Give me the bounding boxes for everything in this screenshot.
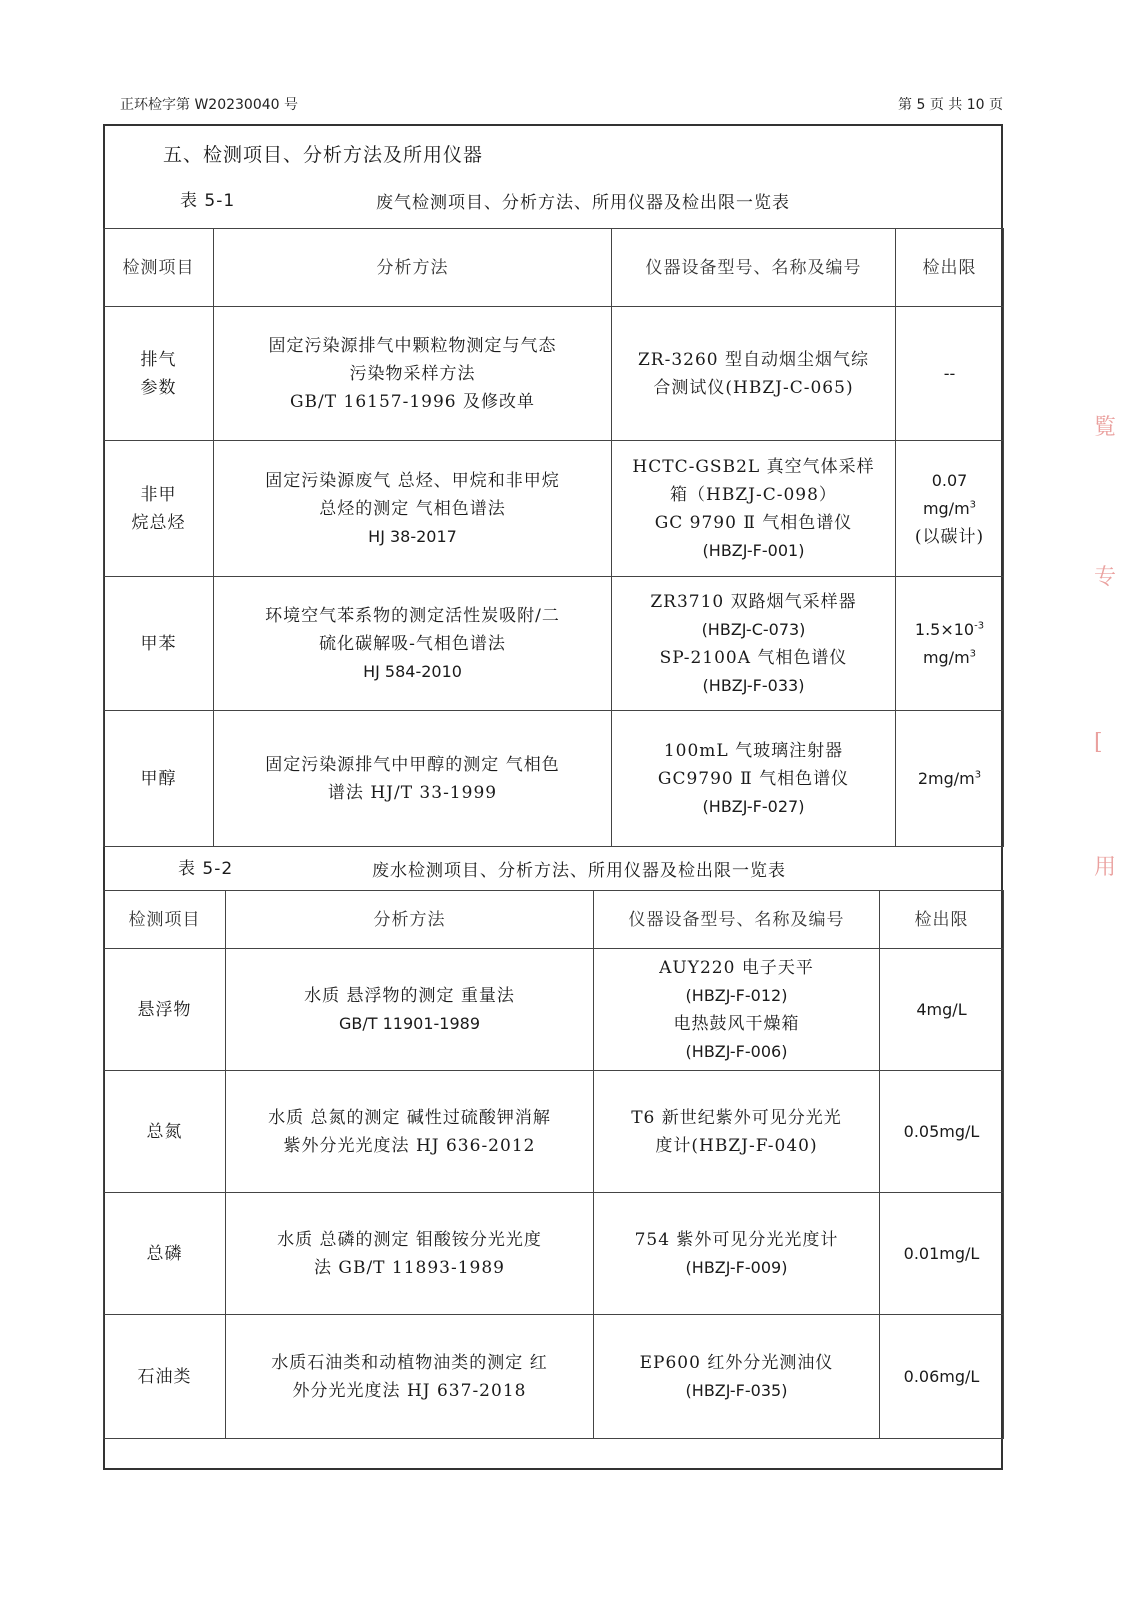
limit-cell-line: $2mg/m^3$ [917, 768, 982, 788]
wastewater-table-body [104, 891, 1004, 1439]
method-cell-line: 法 GB/T 11893-1989 [313, 1257, 506, 1278]
instrument-cell [612, 307, 896, 441]
instrument-cell-line: 度计(HBZJ-F-040) [655, 1135, 818, 1156]
table-row [104, 1315, 1004, 1439]
item-cell [104, 1193, 226, 1315]
instrument-cell [612, 577, 896, 711]
table-row [104, 1193, 1004, 1315]
item-cell-line: 甲苯 [140, 633, 177, 654]
limit-cell-line: (以碳计) [914, 526, 985, 547]
instrument-cell-line: HCTC-GSB2L 真空气体采样 [632, 456, 875, 477]
method-cell-line: 硫化碳解吸-气相色谱法 [319, 633, 506, 654]
method-cell-line: 水质石油类和动植物油类的测定 红 [271, 1352, 548, 1373]
method-cell-line: 水质 悬浮物的测定 重量法 [304, 985, 515, 1006]
instrument-cell-line: 合测试仪(HBZJ-C-065) [653, 377, 854, 398]
method-cell [214, 577, 612, 711]
page-indicator: 第 5 页 共 10 页 [898, 97, 1003, 113]
method-cell-line: 紫外分光光度法 HJ 636-2012 [283, 1135, 536, 1156]
instrument-cell-line: 100mL 气玻璃注射器 [663, 740, 844, 761]
item-cell [104, 1071, 226, 1193]
section-title: 五、检测项目、分析方法及所用仪器 [163, 144, 484, 166]
method-cell [214, 711, 612, 847]
limit-cell [896, 577, 1004, 711]
instrument-cell [594, 949, 880, 1071]
seal-stamp-fragment: [ [1094, 730, 1103, 755]
exhaust-gas-table-body [104, 229, 1004, 847]
item-cell [104, 307, 214, 441]
limit-cell-line: 0.07 [931, 470, 968, 490]
table-header-row [104, 891, 1004, 949]
column-header: 仪器设备型号、名称及编号 [594, 891, 880, 949]
method-cell [226, 949, 594, 1071]
method-cell-line: 总烃的测定 气相色谱法 [319, 498, 506, 519]
table-row [104, 949, 1004, 1071]
table-header-row [104, 229, 1004, 307]
method-cell-line: HJ 38-2017 [368, 526, 457, 546]
limit-cell [896, 441, 1004, 577]
limit-cell [880, 1071, 1004, 1193]
method-cell [226, 1315, 594, 1439]
instrument-cell-line: 箱（HBZJ-C-098） [670, 484, 837, 505]
limit-cell-line: 0.05mg/L [903, 1121, 980, 1141]
method-cell-line: 谱法 HJ/T 33-1999 [327, 782, 498, 803]
table-row [104, 1071, 1004, 1193]
item-cell-line: 甲醇 [140, 768, 177, 789]
method-cell-line: 固定污染源排气中甲醇的测定 气相色 [265, 754, 560, 775]
table-row [104, 577, 1004, 711]
instrument-cell-line: 754 紫外可见分光光度计 [634, 1229, 839, 1250]
column-header: 检出限 [896, 229, 1004, 307]
method-cell [214, 441, 612, 577]
table1-title: 废气检测项目、分析方法、所用仪器及检出限一览表 [376, 193, 790, 213]
table-row [104, 441, 1004, 577]
method-cell-line: 固定污染源废气 总烃、甲烷和非甲烷 [265, 470, 560, 491]
limit-cell [880, 949, 1004, 1071]
table2-title: 废水检测项目、分析方法、所用仪器及检出限一览表 [372, 861, 786, 881]
instrument-cell-line: (HBZJ-F-012) [685, 985, 788, 1005]
table2-number: 表 5-2 [178, 859, 234, 879]
instrument-cell-line: (HBZJ-F-033) [702, 675, 805, 695]
limit-cell-line: $1.5\times 10^{-3}$ [914, 619, 985, 639]
instrument-cell-line: EP600 红外分光测油仪 [639, 1352, 834, 1373]
method-cell [226, 1193, 594, 1315]
instrument-cell-line: T6 新世纪紫外可见分光光 [631, 1107, 842, 1128]
method-cell-line: GB/T 11901-1989 [338, 1013, 480, 1033]
limit-cell-line: $mg/m^3$ [922, 647, 977, 667]
instrument-cell [594, 1315, 880, 1439]
table1-number: 表 5-1 [180, 191, 236, 211]
instrument-cell-line: 电热鼓风干燥箱 [673, 1013, 800, 1034]
item-cell-line: 烷总烃 [131, 512, 186, 533]
instrument-cell-line: (HBZJ-F-009) [685, 1257, 788, 1277]
instrument-cell-line: AUY220 电子天平 [659, 957, 814, 978]
exhaust-gas-table [103, 228, 1004, 847]
table-row [104, 711, 1004, 847]
limit-cell [880, 1193, 1004, 1315]
item-cell [104, 949, 226, 1071]
instrument-cell-line: ZR3710 双路烟气采样器 [650, 591, 857, 612]
instrument-cell-line: (HBZJ-C-073) [701, 619, 806, 639]
instrument-cell-line: GC9790 Ⅱ 气相色谱仪 [657, 768, 850, 789]
instrument-cell-line: (HBZJ-F-006) [685, 1041, 788, 1061]
limit-cell [896, 711, 1004, 847]
item-cell [104, 711, 214, 847]
item-cell [104, 577, 214, 711]
report-number: 正环检字第 W20230040 号 [120, 97, 299, 113]
column-header: 检测项目 [104, 229, 214, 307]
method-cell-line: 环境空气苯系物的测定活性炭吸附/二 [265, 605, 560, 626]
column-header: 检测项目 [104, 891, 226, 949]
instrument-cell [612, 711, 896, 847]
limit-cell-line: -- [943, 363, 956, 383]
method-cell-line: 外分光光度法 HJ 637-2018 [292, 1380, 527, 1401]
method-cell-line: 固定污染源排气中颗粒物测定与气态 [268, 335, 557, 356]
seal-stamp-fragment: 用 [1094, 855, 1117, 880]
limit-cell-line: 0.06mg/L [903, 1366, 980, 1386]
limit-cell-line: $mg/m^3$ [922, 498, 977, 518]
instrument-cell [612, 441, 896, 577]
seal-stamp-fragment: 专 [1094, 565, 1117, 590]
column-header: 分析方法 [214, 229, 612, 307]
method-cell-line: 污染物采样方法 [349, 363, 476, 384]
item-cell [104, 1315, 226, 1439]
item-cell-line: 参数 [140, 377, 177, 398]
method-cell [226, 1071, 594, 1193]
method-cell-line: 水质 总磷的测定 钼酸铵分光光度 [277, 1229, 542, 1250]
limit-cell [880, 1315, 1004, 1439]
table-row [104, 307, 1004, 441]
instrument-cell-line: SP-2100A 气相色谱仪 [659, 647, 848, 668]
instrument-cell-line: (HBZJ-F-035) [685, 1380, 788, 1400]
seal-stamp-fragment: 覧 [1094, 415, 1117, 440]
item-cell-line: 总磷 [146, 1243, 183, 1264]
limit-cell-line: 4mg/L [916, 999, 967, 1019]
limit-cell-line: 0.01mg/L [903, 1243, 980, 1263]
instrument-cell-line: ZR-3260 型自动烟尘烟气综 [637, 349, 870, 370]
item-cell [104, 441, 214, 577]
method-cell-line: GB/T 16157-1996 及修改单 [289, 391, 536, 412]
limit-cell [896, 307, 1004, 441]
item-cell-line: 悬浮物 [137, 999, 192, 1020]
wastewater-table [103, 890, 1004, 1439]
item-cell-line: 非甲 [140, 484, 177, 505]
instrument-cell-line: (HBZJ-F-027) [702, 796, 805, 816]
instrument-cell-line: GC 9790 Ⅱ 气相色谱仪 [654, 512, 853, 533]
method-cell-line: HJ 584-2010 [363, 661, 462, 681]
instrument-cell [594, 1193, 880, 1315]
item-cell-line: 总氮 [146, 1121, 183, 1142]
instrument-cell-line: (HBZJ-F-001) [702, 540, 805, 560]
item-cell-line: 石油类 [137, 1366, 192, 1387]
item-cell-line: 排气 [140, 349, 177, 370]
column-header: 分析方法 [226, 891, 594, 949]
column-header: 仪器设备型号、名称及编号 [612, 229, 896, 307]
column-header: 检出限 [880, 891, 1004, 949]
method-cell [214, 307, 612, 441]
method-cell-line: 水质 总氮的测定 碱性过硫酸钾消解 [268, 1107, 551, 1128]
instrument-cell [594, 1071, 880, 1193]
